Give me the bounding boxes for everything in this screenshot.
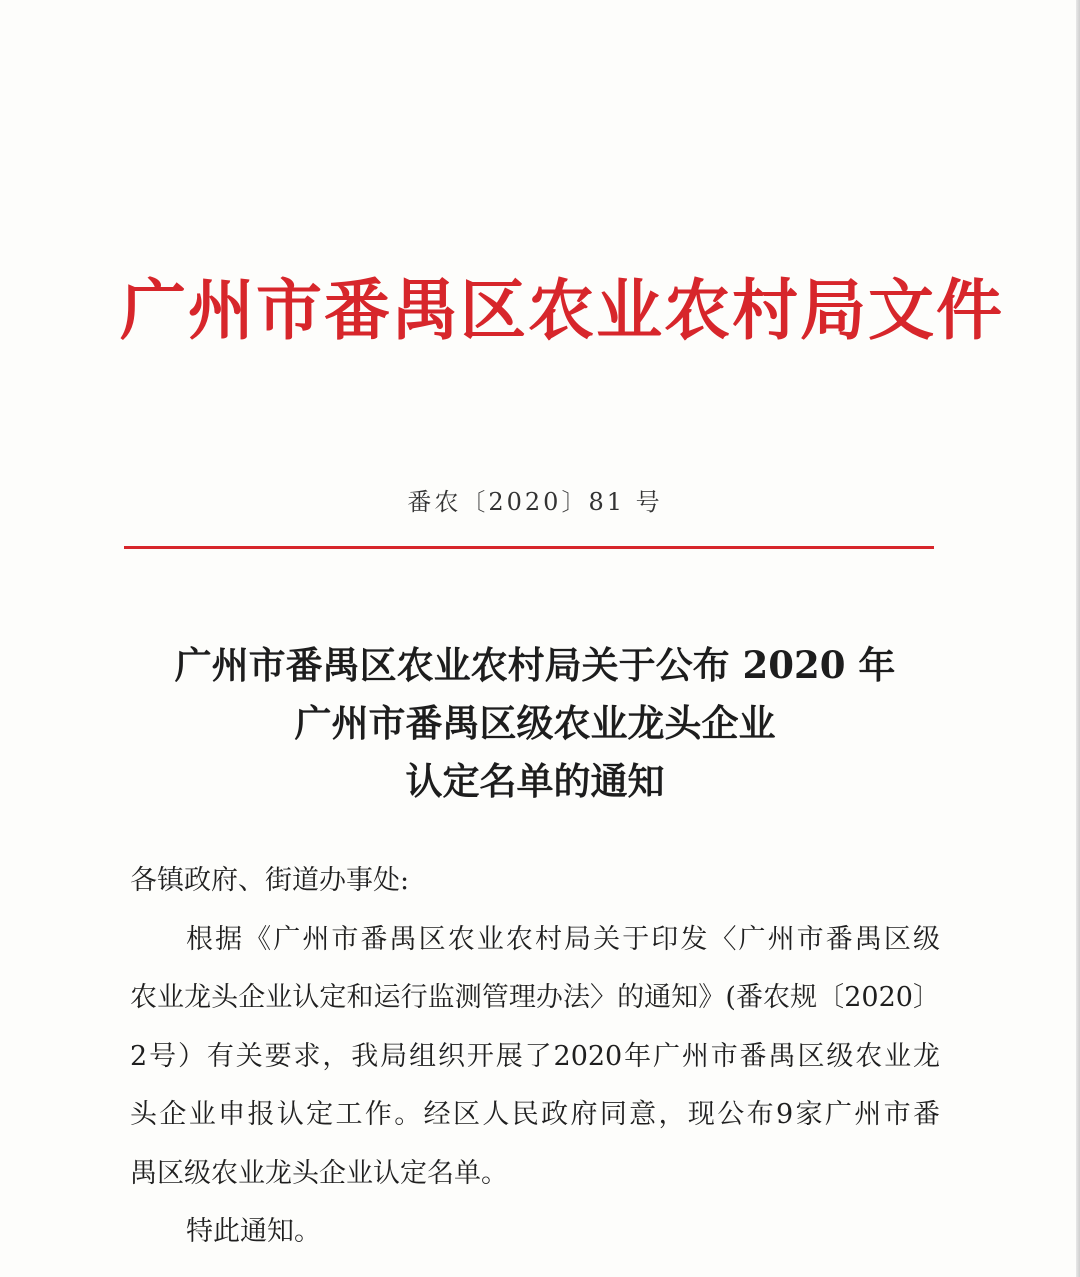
paragraph-line-5: 禺区级农业龙头企业认定名单。: [130, 1157, 508, 1189]
paragraph-line-1: 根据《广州市番禺区农业农村局关于印发〈广州市番禺区级: [186, 923, 940, 955]
issuer-header: 广州市番禺区农业农村局文件: [120, 271, 1004, 349]
red-divider-line: [124, 546, 934, 549]
notice-body: [130, 852, 940, 1262]
salutation: 各镇政府、街道办事处:: [130, 865, 410, 896]
notice-title-line-3: 认定名单的通知: [405, 759, 665, 803]
document-number: 番农〔2020〕81 号: [407, 488, 663, 516]
paragraph-line-2: 农业龙头企业认定和运行监测管理办法〉的通知》(番农规〔2020〕: [130, 982, 940, 1013]
notice-title: [120, 636, 950, 810]
page-edge-shadow: [1076, 0, 1080, 1277]
paragraph-line-3: 2号）有关要求，我局组织开展了2020年广州市番禺区级农业龙: [130, 1040, 940, 1072]
paragraph-line-4: 头企业申报认定工作。经区人民政府同意，现公布9家广州市番: [130, 1099, 940, 1130]
notice-title-line-2: 广州市番禺区级农业龙头企业: [294, 701, 776, 745]
notice-title-line-1: 广州市番禺区农业农村局关于公布 2020 年: [174, 643, 896, 687]
closing-line: 特此通知。: [186, 1216, 321, 1247]
